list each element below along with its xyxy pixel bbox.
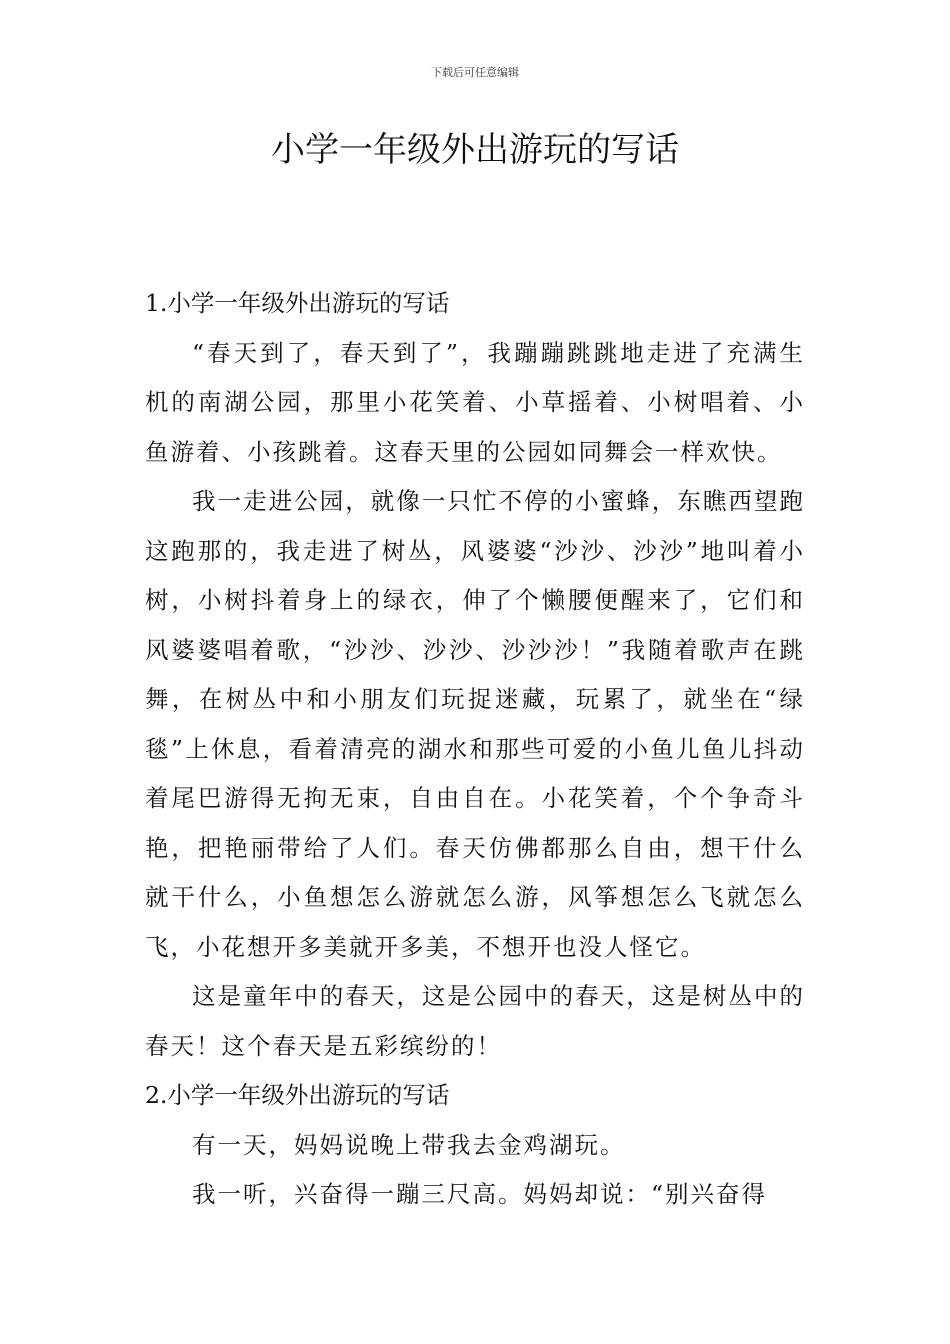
paragraph: 这是童年中的春天，这是公园中的春天，这是树丛中的春天！这个春天是五彩缤纷的！ [145,982,805,1060]
document-body [145,279,805,1220]
document-title: 小学一年级外出游玩的写话 [271,130,679,170]
header-note: 下载后可任意编辑 [431,66,519,79]
paragraph: 有一天，妈妈说晚上带我去金鸡湖玩。 [192,1130,626,1159]
section-1 [145,279,805,1071]
paragraph: “春天到了，春天到了”，我蹦蹦跳跳地走进了充满生机的南湖公园，那里小花笑着、小草摇着、小树唱着、小鱼游着、小孩跳着。这春天里的公园如同舞会一样欢快。 [145,338,805,466]
paragraph: 我一走进公园，就像一只忙不停的小蜜蜂，东瞧西望跑这跑那的，我走进了树丛，风婆婆“沙沙、沙沙”地叫着小树，小树抖着身上的绿衣，伸了个懒腰便醒来了，它们和风婆婆唱着歌，“沙沙、沙沙、沙沙沙！”我随着歌声在跳舞，在树丛中和小朋友们玩捉迷藏，玩累了，就坐在“绿毯”上休息，看着清亮的湖水和那些可爱的小鱼儿鱼儿抖动着尾巴游得无拘无束，自由自在。小花笑着，个个争奇斗艳，把艳丽带给了人们。春天仿佛都那么自由，想干什么就干什么，小鱼想怎么游就怎么游，风筝想怎么飞就怎么飞，小花想开多美就开多美，不想开也没人怪它。 [145,487,805,961]
section-2 [145,1071,805,1220]
paragraph: 我一听，兴奋得一蹦三尺高。妈妈却说：“别兴奋得 [192,1180,768,1208]
section-heading: 1.小学一年级外出游玩的写话 [145,289,450,317]
section-heading: 2.小学一年级外出游玩的写话 [145,1081,450,1109]
